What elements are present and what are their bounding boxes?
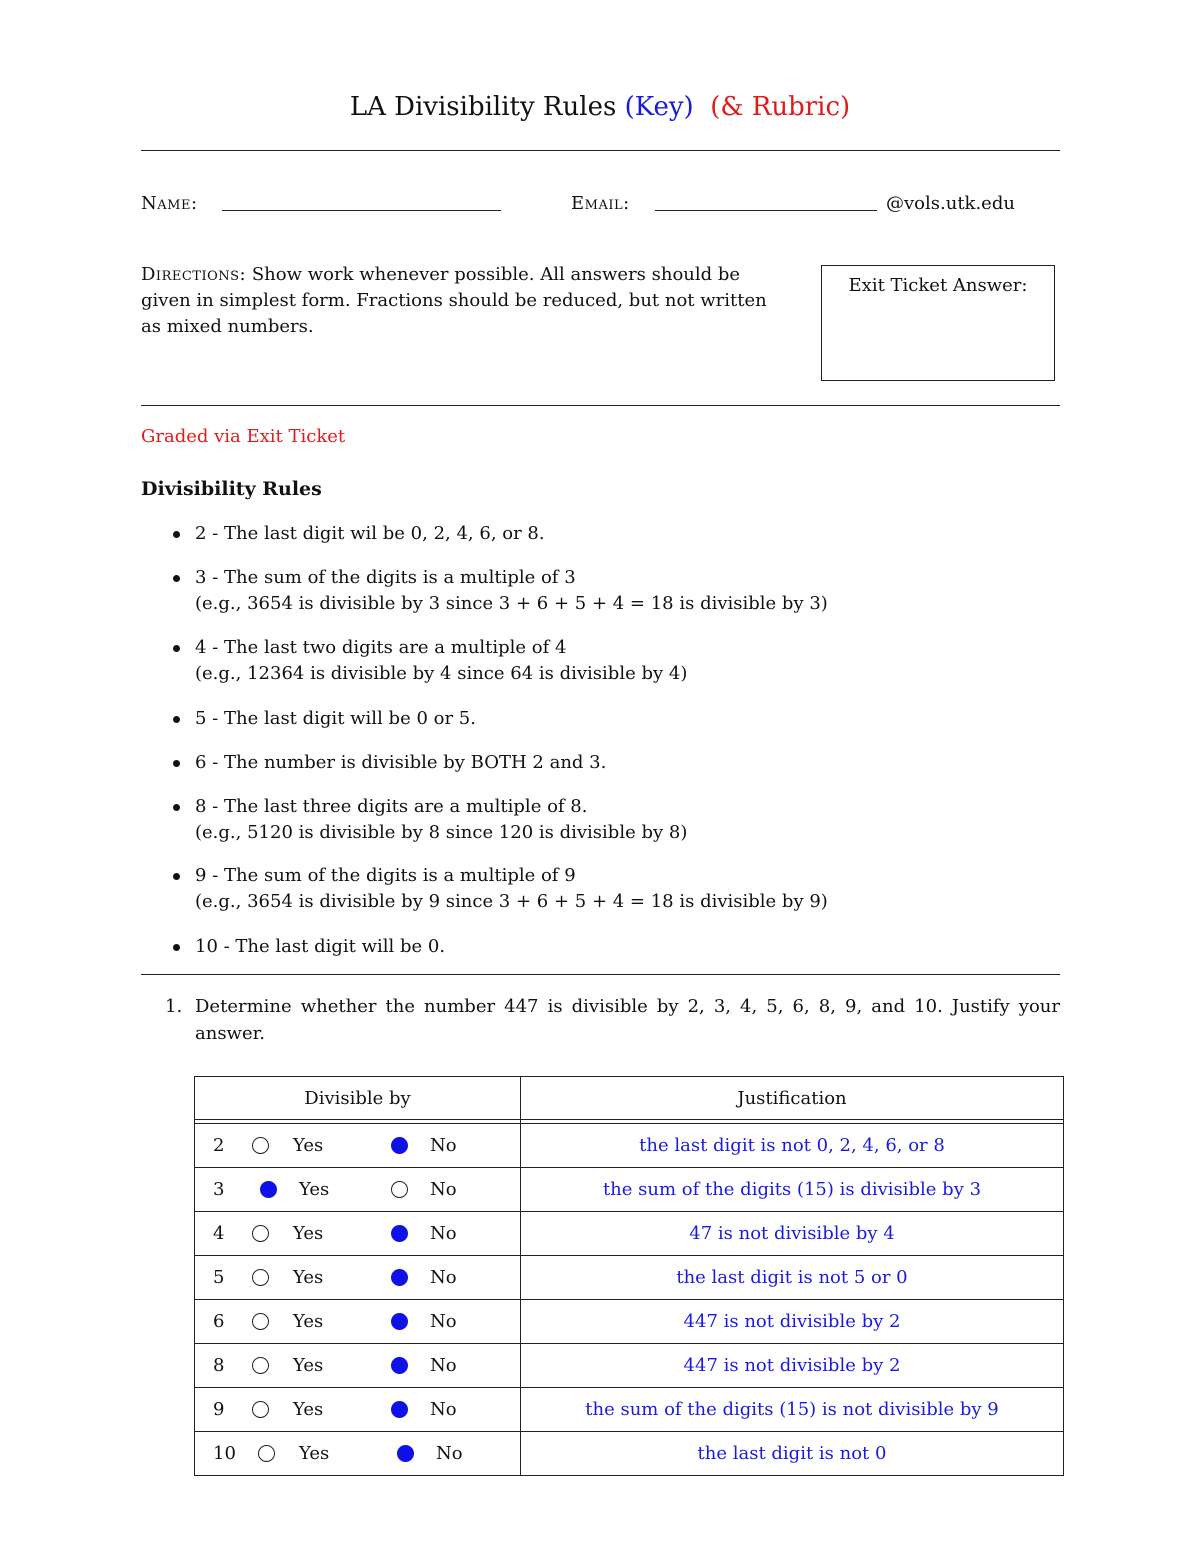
problem-number: 1.	[165, 996, 183, 1017]
table-row	[195, 1300, 1064, 1344]
no-radio[interactable]	[391, 1269, 408, 1286]
rule-line: 9 - The sum of the digits is a multiple of 9	[195, 865, 576, 886]
yes-label: Yes	[293, 1399, 324, 1420]
table-header-row	[195, 1077, 1064, 1120]
email-field[interactable]	[655, 210, 877, 211]
bullet-icon	[173, 873, 180, 880]
rule-item	[141, 706, 1041, 750]
divisor-number: 8	[213, 1355, 225, 1376]
exit-ticket-label: Exit Ticket Answer:	[848, 275, 1028, 296]
no-radio[interactable]	[391, 1181, 408, 1198]
yes-radio[interactable]	[252, 1357, 269, 1374]
divisor-number: 4	[213, 1223, 225, 1244]
table-row	[195, 1388, 1064, 1432]
yes-label: Yes	[293, 1311, 324, 1332]
rule-line: 5 - The last digit will be 0 or 5.	[195, 708, 476, 729]
justification-cell: 447 is not divisible by 2	[521, 1344, 1064, 1388]
header-divisible-by: Divisible by	[195, 1077, 521, 1120]
bullet-icon	[173, 760, 180, 767]
yes-label: Yes	[293, 1267, 324, 1288]
yes-label: Yes	[299, 1443, 330, 1464]
yes-radio[interactable]	[252, 1269, 269, 1286]
yes-radio[interactable]	[260, 1181, 277, 1198]
title-main: LA Divisibility Rules	[349, 92, 617, 122]
no-label: No	[430, 1179, 457, 1200]
no-radio[interactable]	[391, 1401, 408, 1418]
answer-cell	[195, 1432, 521, 1476]
table-row	[195, 1432, 1064, 1476]
no-label: No	[430, 1267, 457, 1288]
divisor-number: 2	[213, 1135, 225, 1156]
answer-cell	[195, 1300, 521, 1344]
top-divider	[141, 150, 1060, 151]
rule-item	[141, 521, 1041, 565]
no-label: No	[430, 1311, 457, 1332]
table-row	[195, 1124, 1064, 1168]
page-title	[0, 92, 1200, 122]
rules-title: Divisibility Rules	[141, 478, 322, 500]
bullet-icon	[173, 531, 180, 538]
yes-label: Yes	[293, 1223, 324, 1244]
rule-line: 8 - The last three digits are a multiple of 8.	[195, 796, 588, 817]
name-field[interactable]	[222, 210, 501, 211]
rule-line: 4 - The last two digits are a multiple of 4	[195, 637, 567, 658]
no-radio[interactable]	[391, 1225, 408, 1242]
no-label: No	[430, 1355, 457, 1376]
yes-label: Yes	[293, 1355, 324, 1376]
table-row	[195, 1212, 1064, 1256]
rule-item	[141, 635, 1041, 706]
justification-cell: the last digit is not 0, 2, 4, 6, or 8	[521, 1124, 1064, 1168]
justification-cell: the sum of the digits (15) is not divisible by 9	[521, 1388, 1064, 1432]
graded-note: Graded via Exit Ticket	[141, 426, 346, 447]
yes-radio[interactable]	[258, 1445, 275, 1462]
problem-text: Determine whether the number 447 is divisible by 2, 3, 4, 5, 6, 8, 9, and 10. Justify your answer.	[195, 996, 1060, 1044]
bullet-icon	[173, 575, 180, 582]
header-justification: Justification	[521, 1077, 1064, 1120]
rule-item	[141, 863, 1041, 934]
justification-cell: the last digit is not 5 or 0	[521, 1256, 1064, 1300]
justification-cell: 47 is not divisible by 4	[521, 1212, 1064, 1256]
answer-cell	[195, 1212, 521, 1256]
divisor-number: 3	[213, 1179, 225, 1200]
bullet-icon	[173, 645, 180, 652]
justification-cell: the sum of the digits (15) is divisible by 3	[521, 1168, 1064, 1212]
answer-cell	[195, 1124, 521, 1168]
problem	[141, 993, 1060, 1047]
name-label: Name:	[141, 193, 198, 214]
title-key: (Key)	[624, 92, 694, 122]
yes-radio[interactable]	[252, 1313, 269, 1330]
no-label: No	[430, 1135, 457, 1156]
justification-cell: 447 is not divisible by 2	[521, 1300, 1064, 1344]
no-label: No	[436, 1443, 463, 1464]
rules-divider	[141, 974, 1060, 975]
rule-item	[141, 934, 1041, 964]
email-label: Email:	[571, 193, 630, 214]
divisor-number: 10	[213, 1443, 236, 1464]
title-rubric: (& Rubric)	[710, 92, 851, 122]
no-label: No	[430, 1223, 457, 1244]
answer-cell	[195, 1388, 521, 1432]
section-divider	[141, 405, 1060, 406]
bullet-icon	[173, 716, 180, 723]
divisor-number: 6	[213, 1311, 225, 1332]
rule-line: 10 - The last digit will be 0.	[195, 936, 446, 957]
bullet-icon	[173, 804, 180, 811]
table-row	[195, 1168, 1064, 1212]
bullet-icon	[173, 944, 180, 951]
rules-list	[141, 521, 1041, 964]
directions-text: Show work whenever possible. All answers should be given in simplest form. Fractions should be reduced, but not written as mixed numbers.	[141, 264, 767, 337]
rule-line: 2 - The last digit wil be 0, 2, 4, 6, or 8.	[195, 523, 545, 544]
rule-item	[141, 750, 1041, 794]
no-label: No	[430, 1399, 457, 1420]
answer-cell	[195, 1168, 521, 1212]
yes-radio[interactable]	[252, 1401, 269, 1418]
divisibility-table	[194, 1076, 1064, 1476]
rule-example: (e.g., 12364 is divisible by 4 since 64 is divisible by 4)	[195, 663, 688, 684]
divisor-number: 9	[213, 1399, 225, 1420]
yes-label: Yes	[299, 1179, 330, 1200]
rule-item	[141, 794, 1041, 863]
rule-example: (e.g., 5120 is divisible by 8 since 120 is divisible by 8)	[195, 822, 688, 843]
yes-label: Yes	[293, 1135, 324, 1156]
divisor-number: 5	[213, 1267, 225, 1288]
directions-label: Directions:	[141, 264, 247, 285]
no-radio[interactable]	[397, 1445, 414, 1462]
no-radio[interactable]	[391, 1313, 408, 1330]
rule-line: 6 - The number is divisible by BOTH 2 and 3.	[195, 752, 607, 773]
justification-cell: the last digit is not 0	[521, 1432, 1064, 1476]
rule-example: (e.g., 3654 is divisible by 3 since 3 + 6 + 5 + 4 = 18 is divisible by 3)	[195, 593, 828, 614]
table-row	[195, 1256, 1064, 1300]
exit-ticket-box[interactable]	[821, 265, 1055, 381]
table-row	[195, 1344, 1064, 1388]
email-domain: @vols.utk.edu	[886, 193, 1015, 214]
no-radio[interactable]	[391, 1357, 408, 1374]
directions	[141, 262, 791, 340]
answer-cell	[195, 1344, 521, 1388]
rule-example: (e.g., 3654 is divisible by 9 since 3 + 6 + 5 + 4 = 18 is divisible by 9)	[195, 891, 828, 912]
no-radio[interactable]	[391, 1137, 408, 1154]
answer-cell	[195, 1256, 521, 1300]
rule-line: 3 - The sum of the digits is a multiple of 3	[195, 567, 576, 588]
rule-item	[141, 565, 1041, 635]
yes-radio[interactable]	[252, 1225, 269, 1242]
yes-radio[interactable]	[252, 1137, 269, 1154]
